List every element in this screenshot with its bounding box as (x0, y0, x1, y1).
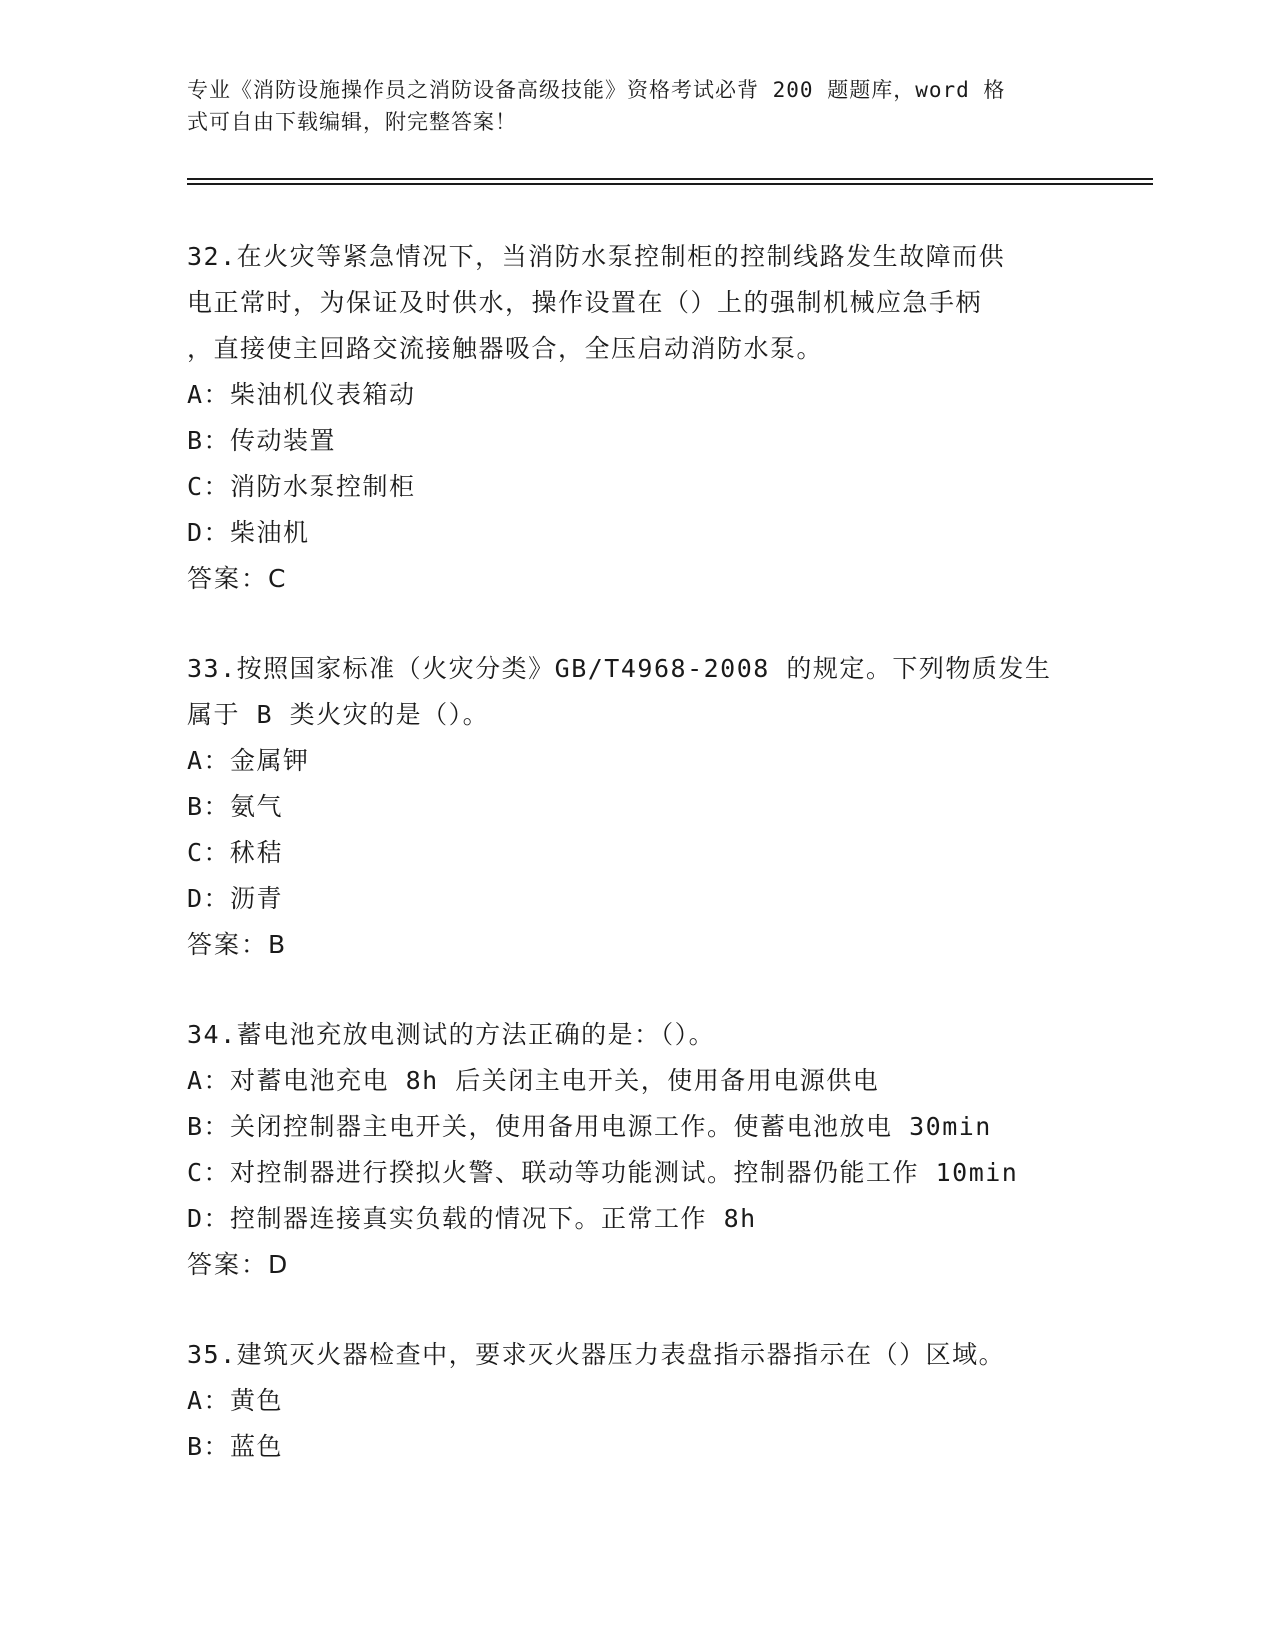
question-stem-line: ，直接使主回路交流接触器吸合，全压启动消防水泵。 (187, 334, 824, 363)
question-32 (187, 234, 1087, 602)
option-b: B：蓝色 (187, 1432, 284, 1461)
option-b: B：传动装置 (187, 426, 337, 455)
answer: 答案：B (187, 930, 288, 959)
header-line-2: 式可自由下载编辑，附完整答案！ (187, 110, 517, 134)
option-a: A：金属钾 (187, 746, 310, 775)
question-stem-line: 34.蓄电池充放电测试的方法正确的是：（）。 (187, 1020, 716, 1049)
option-d: D：柴油机 (187, 518, 310, 547)
option-c: C：秫秸 (187, 838, 284, 867)
option-b: B：氨气 (187, 792, 284, 821)
option-a: A：柴油机仪表箱动 (187, 380, 416, 409)
question-list (187, 234, 1087, 1514)
option-d: D：控制器连接真实负载的情况下。正常工作 8h (187, 1204, 757, 1233)
option-a: A：对蓄电池充电 8h 后关闭主电开关，使用备用电源供电 (187, 1066, 880, 1095)
question-34 (187, 1012, 1087, 1288)
header-divider-bottom (187, 183, 1153, 185)
option-b: B：关闭控制器主电开关，使用备用电源工作。使蓄电池放电 30min (187, 1112, 992, 1141)
question-stem-line: 电正常时，为保证及时供水，操作设置在（）上的强制机械应急手柄 (187, 288, 983, 317)
question-35 (187, 1332, 1087, 1470)
answer: 答案：D (187, 1250, 290, 1279)
question-stem-line: 33.按照国家标准（火灾分类》GB/T4968-2008 的规定。下列物质发生 (187, 654, 1052, 683)
document-header (187, 74, 1067, 138)
header-line-1: 专业《消防设施操作员之消防设备高级技能》资格考试必背 200 题题库，word 格 (187, 78, 1006, 102)
question-stem-line: 35.建筑灭火器检查中，要求灭火器压力表盘指示器指示在（）区域。 (187, 1340, 1006, 1369)
answer: 答案：C (187, 564, 288, 593)
question-33 (187, 646, 1087, 968)
option-d: D：沥青 (187, 884, 284, 913)
header-divider-top (187, 178, 1153, 180)
option-c: C：消防水泵控制柜 (187, 472, 416, 501)
question-stem-line: 32.在火灾等紧急情况下，当消防水泵控制柜的控制线路发生故障而供 (187, 242, 1006, 271)
option-a: A：黄色 (187, 1386, 284, 1415)
question-stem-line: 属于 B 类火灾的是（）。 (187, 700, 490, 729)
option-c: C：对控制器进行揆拟火警、联动等功能测试。控制器仍能工作 10min (187, 1158, 1019, 1187)
